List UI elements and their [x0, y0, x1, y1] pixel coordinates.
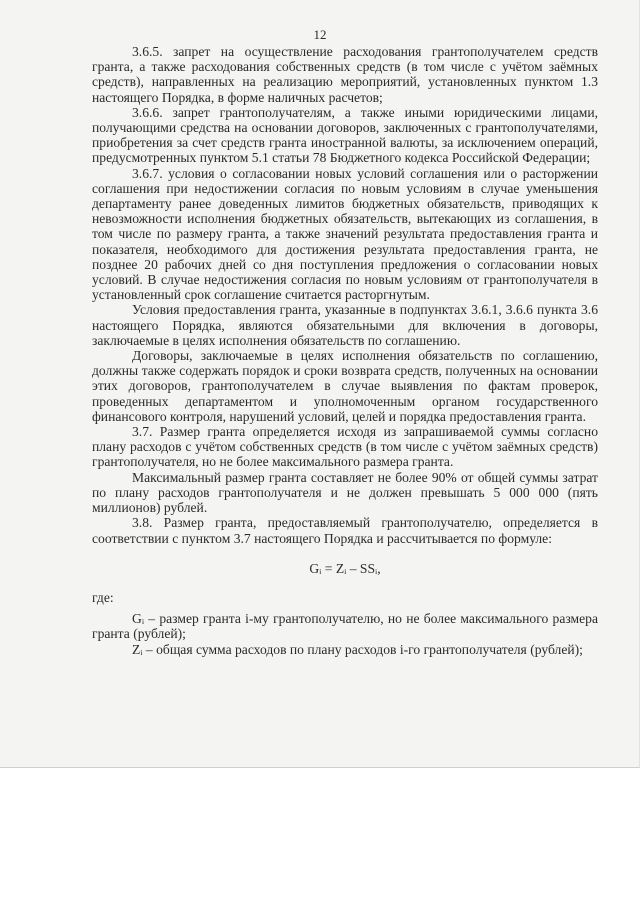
definition-zi: Zᵢ – общая сумма расходов по плану расходов i-го грантополучателя (рублей); — [132, 641, 583, 657]
paragraph-3-8: 3.8. Размер гранта, предоставляемый грантополучателю, определяется в соответствии с пунктом 3.7 настоящего Порядка и рассчитывается по формуле: — [92, 515, 598, 546]
paragraph-grant-conditions: Условия предоставления гранта, указанные в подпунктах 3.6.1, 3.6.6 пункта 3.6 настоящего Порядка, являются обязательными для включения в договоры, заключаемые в целях исполнения обязательств по соглашению. — [92, 302, 598, 348]
where-label: где: — [92, 589, 114, 605]
paragraph-max-grant: Максимальный размер гранта составляет не более 90% от общей суммы затрат по плану расходов грантополучателя и не должен превышать 5 000 000 (пять миллионов) рублей. — [92, 469, 598, 516]
paragraph-contracts: Договоры, заключаемые в целях исполнения обязательств по соглашению, должны также содержать порядок и сроки возврата средств, полученных на основании этих договоров, грантополучателем в случае выявления по фактам проверок, проведенных департаментом и уполномоченным органом государственного финансового контроля, нарушений условий, целей и порядка предоставления гранта. — [92, 348, 598, 424]
grant-formula: Gᵢ = Zᵢ – SSᵢ, — [309, 560, 381, 576]
paragraph-3-6-6: 3.6.6. запрет грантополучателям, а также иными юридическими лицами, получающими средства на основании договоров, заключенных с грантополучателями, приобретения за счет средств гранта иностранной валюты, за исключением операций, предусмотренных пунктом 5.1 статьи 78 Бюджетного кодекса Российской Федерации; — [92, 104, 598, 166]
paragraph-3-7: 3.7. Размер гранта определяется исходя из запрашиваемой суммы согласно плану расходов с учётом собственных средств (в том числе с учётом заёмных средств) грантополучателя, но не более максимального размера гранта. — [92, 424, 598, 470]
paragraph-3-6-5: 3.6.5. запрет на осуществление расходования грантополучателем средств гранта, а также расходования собственных средств (в том числе с учётом заёмных средств), направленных на реализацию мероприятий, установленных пунктом 1.3 настоящего Порядка, в форме наличных расчетов; — [92, 44, 598, 105]
page-number: 12 — [313, 27, 327, 42]
blank-area — [0, 768, 640, 905]
document-body — [92, 44, 598, 657]
definition-gi: Gᵢ – размер гранта i-му грантополучателю, но не более максимального размера гранта (рублей); — [92, 611, 598, 642]
paragraph-3-6-7: 3.6.7. условия о согласовании новых условий соглашения или о расторжении соглашения при недостижении согласия по новым условиям в случае уменьшения департаменту ранее доведенных лимитов бюджетных обязательств, приводящих к невозможности исполнения бюджетных обязательств, вытекающих из соглашения, в том числе по размеру гранта, а также значений результата предоставления гранта и показателя, необходимого для достижения результата предоставления гранта, не позднее 20 рабочих дней со дня поступления предложения о согласовании новых условий. В случае недостижения согласия по новым условиям от грантополучателя в установленный срок соглашение считается расторгнутым. — [92, 165, 598, 303]
